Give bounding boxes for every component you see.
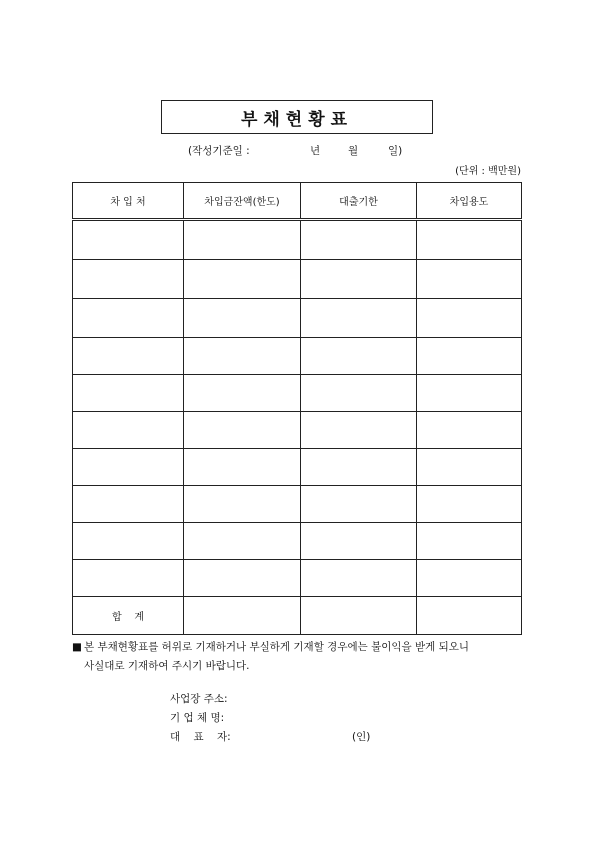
- purpose-cell[interactable]: [417, 220, 522, 260]
- company-name-label: 기 업 체 명:: [170, 712, 225, 724]
- header-loan-purpose: 차입용도: [417, 183, 522, 220]
- balance-cell[interactable]: [184, 449, 301, 486]
- reference-month-label: 월: [348, 145, 359, 157]
- lender-cell[interactable]: [73, 338, 184, 375]
- lender-cell[interactable]: [73, 220, 184, 260]
- seal-label: (인): [352, 731, 371, 743]
- purpose-cell[interactable]: [417, 560, 522, 597]
- document-title: 부채현황표: [161, 100, 433, 134]
- table-row: [73, 299, 522, 338]
- purpose-cell[interactable]: [417, 449, 522, 486]
- lender-cell[interactable]: [73, 449, 184, 486]
- due-cell[interactable]: [301, 375, 417, 412]
- due-cell[interactable]: [301, 486, 417, 523]
- lender-cell[interactable]: [73, 375, 184, 412]
- lender-cell[interactable]: [73, 260, 184, 299]
- header-loan-due: 대출기한: [301, 183, 417, 220]
- balance-cell[interactable]: [184, 560, 301, 597]
- representative-row: [170, 728, 371, 747]
- signature-block: [170, 690, 371, 747]
- reference-year-label: 년: [310, 145, 321, 157]
- balance-cell[interactable]: [184, 486, 301, 523]
- balance-cell[interactable]: [184, 299, 301, 338]
- purpose-cell[interactable]: [417, 523, 522, 560]
- due-cell[interactable]: [301, 560, 417, 597]
- header-loan-balance: 차입금잔액(한도): [184, 183, 301, 220]
- total-purpose-cell[interactable]: [417, 597, 522, 635]
- notice-line-1: [72, 638, 524, 657]
- balance-cell[interactable]: [184, 338, 301, 375]
- reference-date-line: [160, 143, 430, 159]
- due-cell[interactable]: [301, 338, 417, 375]
- table-row: [73, 486, 522, 523]
- purpose-cell[interactable]: [417, 299, 522, 338]
- due-cell[interactable]: [301, 260, 417, 299]
- table-row: [73, 412, 522, 449]
- balance-cell[interactable]: [184, 523, 301, 560]
- total-balance-cell[interactable]: [184, 597, 301, 635]
- purpose-cell[interactable]: [417, 375, 522, 412]
- table-row: [73, 375, 522, 412]
- table-row: [73, 260, 522, 299]
- due-cell[interactable]: [301, 220, 417, 260]
- table-row: [73, 338, 522, 375]
- lender-cell[interactable]: [73, 486, 184, 523]
- notice-text-1: 본 부채현황표를 허위로 기재하거나 부실하게 기재할 경우에는 불이익을 받게 되오니: [84, 641, 470, 653]
- company-row: [170, 709, 231, 728]
- due-cell[interactable]: [301, 523, 417, 560]
- purpose-cell[interactable]: [417, 338, 522, 375]
- due-cell[interactable]: [301, 449, 417, 486]
- debt-table: [72, 182, 522, 635]
- table-row: [73, 449, 522, 486]
- representative-label: 대 표 자:: [170, 731, 231, 743]
- purpose-cell[interactable]: [417, 486, 522, 523]
- purpose-cell[interactable]: [417, 260, 522, 299]
- table-row: [73, 560, 522, 597]
- lender-cell[interactable]: [73, 299, 184, 338]
- lender-cell[interactable]: [73, 560, 184, 597]
- unit-label: (단위 : 백만원): [455, 166, 521, 177]
- table-header-row: [73, 183, 522, 220]
- total-row: [73, 597, 522, 635]
- total-label: 합 계: [73, 597, 184, 635]
- notice: [72, 638, 524, 676]
- lender-cell[interactable]: [73, 523, 184, 560]
- lender-cell[interactable]: [73, 412, 184, 449]
- due-cell[interactable]: [301, 299, 417, 338]
- balance-cell[interactable]: [184, 260, 301, 299]
- square-bullet-icon: ■: [72, 641, 82, 653]
- balance-cell[interactable]: [184, 220, 301, 260]
- table-row: [73, 220, 522, 260]
- balance-cell[interactable]: [184, 375, 301, 412]
- balance-cell[interactable]: [184, 412, 301, 449]
- header-lender: 차 입 처: [73, 183, 184, 220]
- address-label: 사업장 주소:: [170, 693, 228, 705]
- purpose-cell[interactable]: [417, 412, 522, 449]
- reference-date-label: (작성기준일 :: [188, 145, 250, 157]
- notice-text-2: 사실대로 기재하여 주시기 바랍니다.: [84, 660, 250, 672]
- due-cell[interactable]: [301, 412, 417, 449]
- reference-day-label: 일): [388, 145, 403, 157]
- total-due-cell[interactable]: [301, 597, 417, 635]
- table-row: [73, 523, 522, 560]
- address-row: [170, 690, 231, 709]
